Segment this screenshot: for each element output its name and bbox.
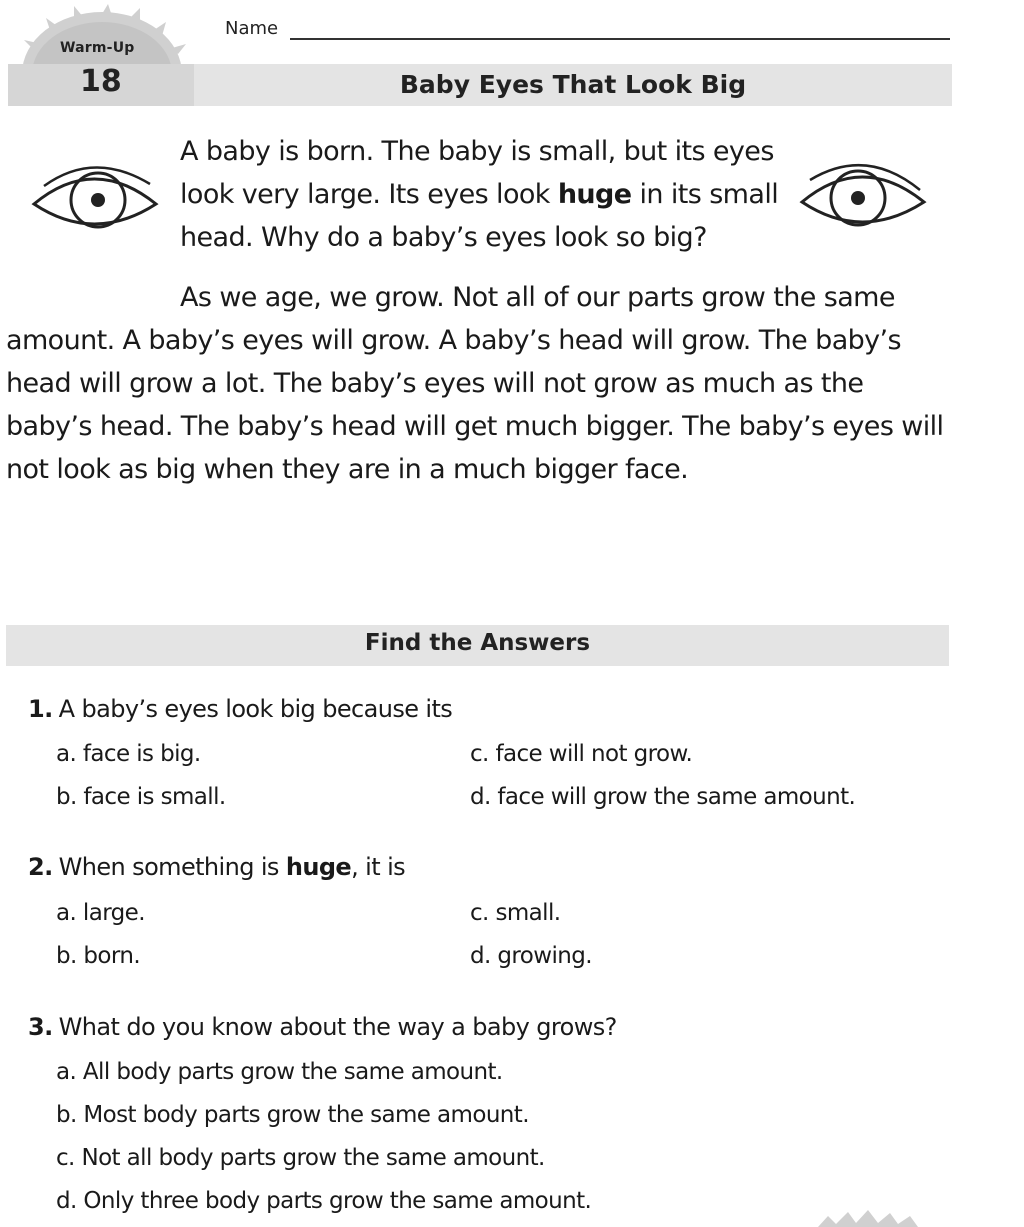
warmup-number: 18 [80, 64, 122, 99]
question-3-option-c[interactable]: c. Not all body parts grow the same amount. [56, 1145, 545, 1171]
page-title: Baby Eyes That Look Big [399, 70, 747, 99]
warmup-label: Warm-Up [60, 40, 135, 56]
question-1-option-c[interactable]: c. face will not grow. [470, 741, 693, 767]
question-3-option-b[interactable]: b. Most body parts grow the same amount. [56, 1102, 529, 1128]
question-2-option-b[interactable]: b. born. [56, 943, 141, 969]
question-1: 1. A baby’s eyes look big because its [28, 695, 453, 723]
name-field-line[interactable] [290, 38, 950, 40]
passage-paragraph-2: As we age, we grow. Not all of our parts grow the same amount. A baby’s eyes will grow. A baby’s head will grow. The baby’s head will grow a lot. The baby’s eyes will not grow as much as the baby’s head. The baby’s head will get much bigger. The baby’s eyes will not look as big when they are in a much bigger face. [6, 282, 944, 485]
question-1-option-d[interactable]: d. face will grow the same amount. [470, 784, 856, 810]
question-3-option-d[interactable]: d. Only three body parts grow the same amount. [56, 1188, 592, 1214]
name-label: Name [225, 18, 279, 39]
question-3: 3. What do you know about the way a baby grows? [28, 1013, 617, 1041]
vocab-word-huge: huge [557, 179, 632, 210]
question-2: 2. When something is huge, it is [28, 853, 406, 881]
left-eye-icon [28, 158, 162, 238]
right-eye-icon [796, 156, 930, 236]
question-2-option-a[interactable]: a. large. [56, 900, 145, 926]
question-3-option-a[interactable]: a. All body parts grow the same amount. [56, 1059, 503, 1085]
section-title: Find the Answers [364, 630, 591, 656]
vocab-word-huge: huge [285, 853, 352, 881]
question-1-option-b[interactable]: b. face is small. [56, 784, 226, 810]
question-1-option-a[interactable]: a. face is big. [56, 741, 201, 767]
passage-paragraph-1: A baby is born. The baby is small, but its eyes look very large. Its eyes look huge in its small head. Why do a baby’s eyes look so big? [180, 136, 779, 253]
question-2-option-d[interactable]: d. growing. [470, 943, 592, 969]
question-2-option-c[interactable]: c. small. [470, 900, 561, 926]
corner-sun-decoration [818, 1210, 918, 1227]
